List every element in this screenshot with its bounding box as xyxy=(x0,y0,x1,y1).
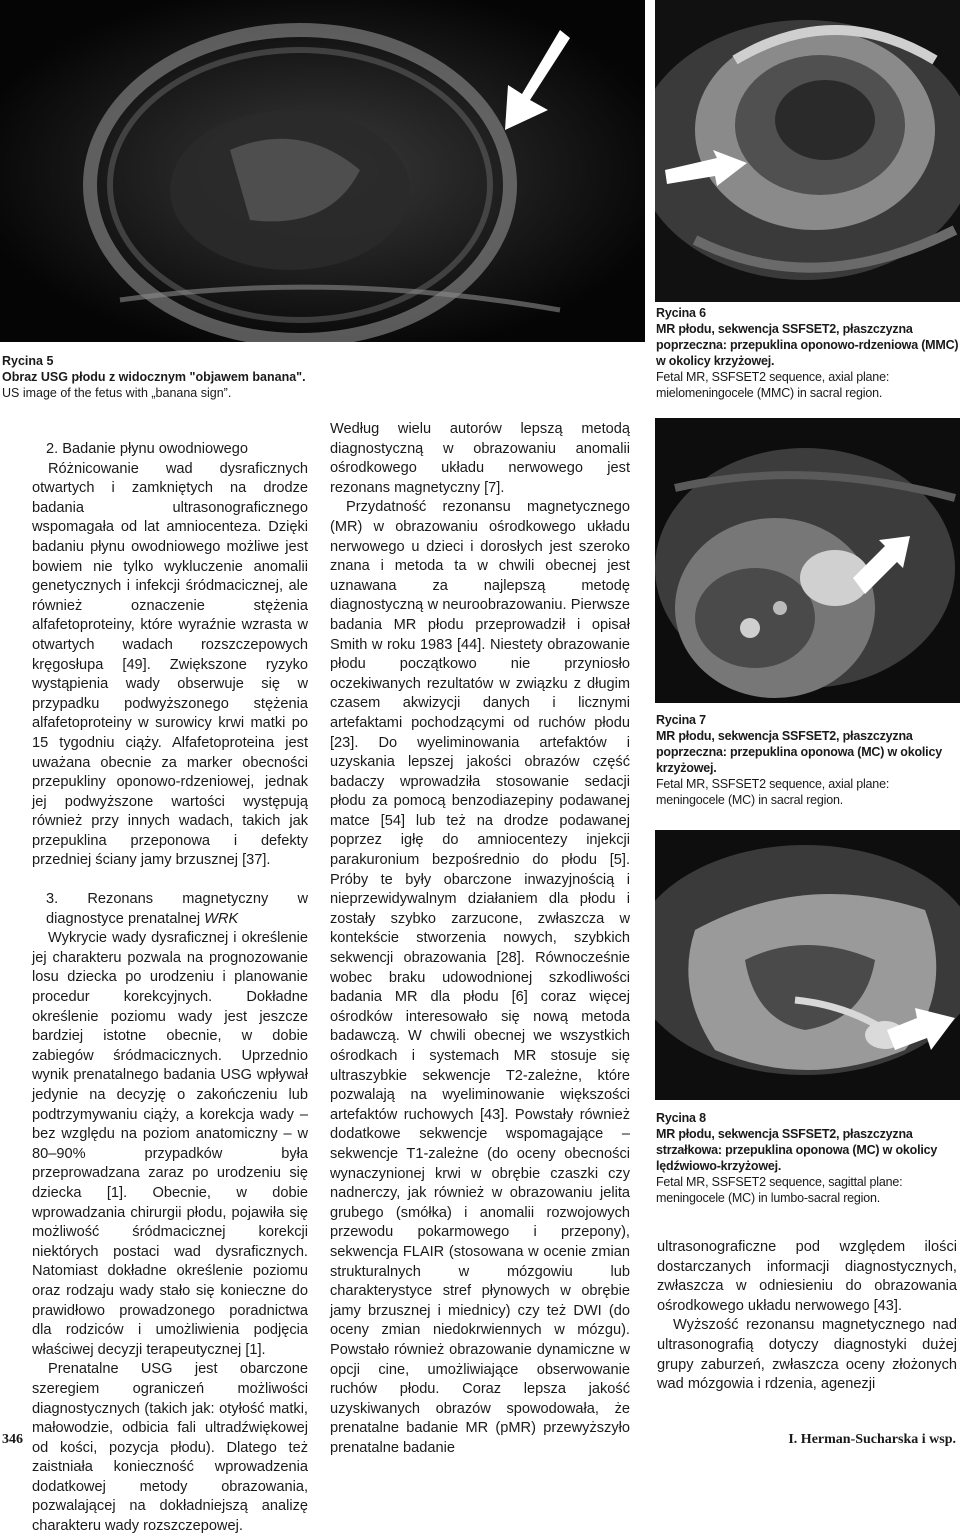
figure-5-caption xyxy=(2,353,322,401)
figure-7-mr-image xyxy=(655,418,960,703)
figure-7-title-en: Fetal MR, SSFSET2 sequence, axial plane: meningocele (MC) in sacral region. xyxy=(656,777,890,807)
section-3-heading-part-1: 3. Rezonans magnetyczny w diagnostyce prenatalnej xyxy=(46,891,308,927)
figure-8-title-en: Fetal MR, SSFSET2 sequence, sagittal plane: meningocele (MC) in lumbo-sacral region. xyxy=(656,1175,903,1205)
figure-6-title-pl: MR płodu, sekwencja SSFSET2, płaszczyzna poprzeczna: przepuklina oponowo-rdzeniowa (MMC) w okolicy krzyżowej. xyxy=(656,322,959,368)
figure-8-title-pl: MR płodu, sekwencja SSFSET2, płaszczyzna strzałkowa: przepuklina oponowa (MC) w okolicy lędźwiowo-krzyżowej. xyxy=(656,1127,938,1173)
figure-5-title-en: US image of the fetus with „banana sign”. xyxy=(2,386,232,400)
page-number: 346 xyxy=(2,1432,23,1447)
figure-6-mr-image xyxy=(655,0,960,302)
column-1-paragraph-2: Wykrycie wady dysraficznej i określenie jej charakteru pozwala na prognozowanie losu dziecka po urodzeniu i planowanie procedur korekcyjnych. Dokładne określenie poziomu wady jest jeszcze bardziej istotne obecnie, w dobie zabiegów śródmacicznych. Uprzednio wynik prenatalnego badania USG wpływał jedynie na decyzję o zakończeniu lub podtrzymywaniu ciąży, a korekcja wady – bez względu na poziom anatomiczny – w 80–90% przypadków była przeprowadzana zaraz po urodzeniu się dziecka [1]. Obecnie, w dobie wprowadzania chirurgii płodu, pojawiła się możliwość śródmacicznej korekcji niektórych postaci wad dysraficznych. Natomiast dokładne określenie poziomu oraz rodzaju wady stało się konieczne do prawidłowo prowadzonego poradnictwa dla rodziców i umożliwienia podjęcia właściwej decyzji terapeutycznej [1]. xyxy=(32,930,308,1358)
figure-7-caption xyxy=(656,712,960,808)
section-3-heading xyxy=(32,890,308,929)
figure-8-mr-image xyxy=(655,830,960,1100)
figure-7-title-pl: MR płodu, sekwencja SSFSET2, płaszczyzna poprzeczna: przepuklina oponowa (MC) w okolicy krzyżowej. xyxy=(656,729,942,775)
column-3-paragraph-1: ultrasonograficzne pod względem ilości dostarczanych informacji diagnostycznych, zwłaszcza w odniesieniu do obrazowania ośrodkowego układu nerwowego [43]. xyxy=(657,1239,957,1314)
running-footer-authors: I. Herman-Sucharska i wsp. xyxy=(788,1432,956,1447)
section-3-heading-part-2: WRK xyxy=(204,910,239,927)
column-3-paragraph-2: Wyższość rezonansu magnetycznego nad ultrasonografią dotyczy diagnostyki dużej grupy zaburzeń, zwłaszcza oceny złożonych wad mózgowia i rdzenia, agenezji xyxy=(657,1317,957,1393)
figure-6-caption xyxy=(656,305,960,401)
column-2-paragraph-2: Przydatność rezonansu magnetycznego (MR) w obrazowaniu ośrodkowego układu nerwowego u dzieci i dorosłych jest szeroko znana i metoda ta w chwili obecnej jest uznawana za najlepszą metodę diagnostyczną w neuroobrazowaniu. Pierwsze badania MR płodu przeprowadził i opisał Smith w roku 1983 [44]. Niestety obrazowanie płodu początkowo nie przyniosło oczekiwanych rezultatów w związku z długim czasem akwizycji danych i licznymi artefaktami pochodzącymi od ruchów płodu [23]. Do wyeliminowania artefaktów i uzyskania lepszej jakości obrazów część badaczy wprowadziła stosowanie sedacji płodu za pomocą benzodiazepiny podawanej matce [54] lub też na drodze podawanej poprzez igłę do amniocentezy injekcji parakuronium bezpośrednio do płodu [5]. Próby te były obarczone inwazyjnością i nieprzewidywalnym działaniem dla płodu i zostały szybko zarzucone, zwłaszcza w kontekście stworzenia nowych, szybkich sekwencji obrazowania [28]. Równocześnie wobec braku udowodnionej szkodliwości badania MR dla płodu [6] coraz więcej ośrodków interesowało się nową metoda badawczą. W chwili obecnej we wszystkich ośrodkach i systemach MR stosuje się ultraszybkie sekwencje T2-zależne, które pozwalają na wyeliminowanie większości artefaktów ruchowych [43]. Powstały również dodatkowe sekwencje wspomagające – sekwencje T1-zależne (do oceny obecności wynaczynionej krwi w obrębie czaszki czy nadnerczy, jak również w obrazowaniu jelita grubego (smółka) i anomalii rozwojowych przewodu pokarmowego i przepony), sekwencja FLAIR (stosowana w ocenie zmian strukturalnych w mózgowiu lub charakterystyce stref płynowych w obrębie jamy brzusznej i miednicy) czy też DWI (do oceny zmian niedokrwiennych w mózgu). Powstało również obrazowanie dynamiczne w opcji cine, umożliwiające obserwowanie ruchów płodu. Coraz lepsza jakość uzyskiwanych obrazów spowodowała, że prenatalne badanie MR (pMR) przewyższyło prenatalne badanie xyxy=(330,499,630,1456)
figure-5-title-pl: Obraz USG płodu z widocznym "objawem banana". xyxy=(2,370,306,384)
section-2-heading: 2. Badanie płynu owodniowego xyxy=(46,441,249,457)
figure-8-number: Rycina 8 xyxy=(656,1111,706,1125)
figure-5-number: Rycina 5 xyxy=(2,354,54,368)
figure-6-number: Rycina 6 xyxy=(656,306,706,320)
figure-6-title-en: Fetal MR, SSFSET2 sequence, axial plane: mielomeningocele (MMC) in sacral region. xyxy=(656,370,890,400)
figure-8-caption xyxy=(656,1110,960,1206)
column-2-paragraph-1: Według wielu autorów lepszą metodą diagnostyczną w obrazowaniu anomalii ośrodkowego układu nerwowego jest rezonans magnetyczny [7]. xyxy=(330,421,630,496)
figure-7-number: Rycina 7 xyxy=(656,713,706,727)
column-1 xyxy=(32,440,308,1537)
figure-5-us-image xyxy=(0,0,645,342)
column-1-paragraph-3: Prenatalne USG jest obarczone szeregiem ograniczeń możliwości diagnostycznych (takich jak: otyłość matki, małowodzie, odbicia fali ultradźwiękowej od kości, pozycja płodu). Dlatego też zaistniała konieczność wprowadzenia dodatkowej metody obrazowania, pozwalającej na dokładniejszą analizę charakteru wady rozszczepowej. xyxy=(32,1361,308,1535)
column-2 xyxy=(330,420,630,1458)
column-1-paragraph-1: Różnicowanie wad dysraficznych otwartych i zamkniętych na drodze badania ultrasonograficznego wspomagała od lat amniocenteza. Dzięki badaniu płynu owodniowego możliwe jest bowiem nie tylko wykluczenie anomalii genetycznych i infekcji śródmacicznej, ale również oznaczenie stężenia alfafetoproteiny, które wyraźnie wzrasta w otwartych wadach rozszczepowych kręgosłupa [49]. Zwiększone ryzyko wystąpienia wady obserwuje się w przypadku podwyższonego stężenia alfafetoproteiny w surowicy krwi matki po 15 tygodniu ciąży. Alfafetoproteina jest uważana obecnie za marker obecności przepukliny oponowo-rdzeniowej, jednak jej podwyższone wartości występują również przy innych wadach, takich jak przepuklina przeponowa i defekty przedniej ściany jamy brzusznej [37]. xyxy=(32,460,308,869)
column-3 xyxy=(657,1238,957,1395)
